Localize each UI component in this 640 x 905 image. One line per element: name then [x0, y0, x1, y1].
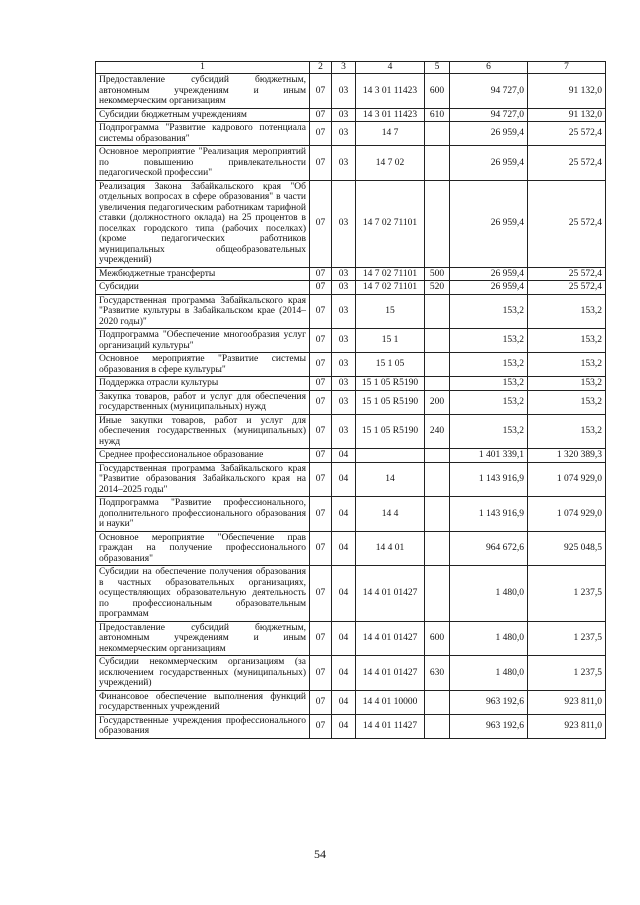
row-subsection: 03 — [332, 122, 356, 146]
table-row — [96, 462, 606, 497]
table-row — [96, 414, 606, 449]
row-expense-type: 630 — [425, 656, 450, 691]
row-subsection: 03 — [332, 281, 356, 295]
header-row — [96, 62, 606, 74]
row-expense-type — [425, 531, 450, 566]
row-subsection: 03 — [332, 294, 356, 329]
row-amount-col7: 153,2 — [528, 353, 606, 377]
row-name: Иные закупки товаров, работ и услуг для обеспечения государственных (муниципальных) нужд — [96, 414, 310, 449]
row-target-article: 14 4 01 01427 — [356, 656, 425, 691]
row-name: Субсидии на обеспечение получения образования в частных образовательных организациях, осуществляющих образовательную деятельность по профессиональным образовательным программам — [96, 566, 310, 622]
row-amount-col6: 153,2 — [450, 353, 528, 377]
row-name: Субсидии некоммерческим организациям (за исключением государственных (муниципальных) учреждений) — [96, 656, 310, 691]
row-amount-col7: 1 237,5 — [528, 656, 606, 691]
table-row — [96, 294, 606, 329]
row-target-article: 14 7 02 71101 — [356, 180, 425, 267]
row-section: 07 — [310, 690, 332, 714]
row-name: Субсидии — [96, 281, 310, 295]
row-amount-col6: 1 480,0 — [450, 656, 528, 691]
row-section: 07 — [310, 497, 332, 532]
row-amount-col6: 964 672,6 — [450, 531, 528, 566]
row-amount-col7: 923 811,0 — [528, 690, 606, 714]
row-target-article: 14 7 — [356, 122, 425, 146]
row-expense-type: 240 — [425, 414, 450, 449]
row-amount-col7: 25 572,4 — [528, 281, 606, 295]
row-expense-type: 600 — [425, 74, 450, 109]
row-amount-col6: 153,2 — [450, 329, 528, 353]
row-target-article: 14 3 01 11423 — [356, 74, 425, 109]
row-subsection: 03 — [332, 353, 356, 377]
row-target-article: 14 4 — [356, 497, 425, 532]
table-row — [96, 108, 606, 122]
row-subsection: 03 — [332, 390, 356, 414]
row-name: Государственная программа Забайкальского края "Развитие образования Забайкальского края на 2014–2025 годы" — [96, 462, 310, 497]
row-name: Субсидии бюджетным учреждениям — [96, 108, 310, 122]
row-subsection: 04 — [332, 690, 356, 714]
budget-table — [95, 61, 606, 739]
table-row — [96, 656, 606, 691]
row-name: Основное мероприятие "Реализация мероприятий по повышению привлекательности педагогической профессии" — [96, 146, 310, 181]
table-row — [96, 714, 606, 738]
table-row — [96, 146, 606, 181]
row-target-article — [356, 449, 425, 463]
row-section: 07 — [310, 267, 332, 281]
header-col-4: 4 — [356, 62, 425, 74]
row-subsection: 04 — [332, 566, 356, 622]
row-amount-col6: 26 959,4 — [450, 180, 528, 267]
row-name: Финансовое обеспечение выполнения функций государственных учреждений — [96, 690, 310, 714]
row-amount-col6: 963 192,6 — [450, 714, 528, 738]
row-amount-col7: 91 132,0 — [528, 74, 606, 109]
row-amount-col7: 1 074 929,0 — [528, 497, 606, 532]
row-amount-col7: 1 237,5 — [528, 566, 606, 622]
row-amount-col7: 1 237,5 — [528, 621, 606, 656]
row-subsection: 03 — [332, 377, 356, 391]
row-subsection: 03 — [332, 74, 356, 109]
row-target-article: 15 1 05 R5190 — [356, 414, 425, 449]
table-row — [96, 621, 606, 656]
row-amount-col7: 25 572,4 — [528, 180, 606, 267]
row-subsection: 04 — [332, 449, 356, 463]
header-col-1: 1 — [96, 62, 310, 74]
table-row — [96, 690, 606, 714]
row-target-article: 15 1 — [356, 329, 425, 353]
row-section: 07 — [310, 294, 332, 329]
row-name: Государственные учреждения профессионального образования — [96, 714, 310, 738]
row-target-article: 15 — [356, 294, 425, 329]
row-expense-type — [425, 690, 450, 714]
row-expense-type — [425, 122, 450, 146]
row-section: 07 — [310, 329, 332, 353]
row-amount-col7: 153,2 — [528, 390, 606, 414]
row-amount-col6: 26 959,4 — [450, 146, 528, 181]
table-row — [96, 531, 606, 566]
row-target-article: 14 3 01 11423 — [356, 108, 425, 122]
row-expense-type — [425, 353, 450, 377]
row-name: Реализация Закона Забайкальского края "Об отдельных вопросах в сфере образования" в части увеличения педагогическим работникам тарифной ставки (должностного оклада) на 25 процентов в поселках городского типа (рабочих поселках) (кроме педагогических работников муниципальных общеобразовательных учреждений) — [96, 180, 310, 267]
row-amount-col6: 1 143 916,9 — [450, 497, 528, 532]
row-target-article: 14 4 01 01427 — [356, 566, 425, 622]
header-col-7: 7 — [528, 62, 606, 74]
row-subsection: 04 — [332, 714, 356, 738]
row-amount-col7: 153,2 — [528, 377, 606, 391]
row-subsection: 04 — [332, 656, 356, 691]
row-target-article: 15 1 05 R5190 — [356, 377, 425, 391]
table-row — [96, 281, 606, 295]
row-amount-col7: 153,2 — [528, 294, 606, 329]
row-amount-col7: 153,2 — [528, 414, 606, 449]
row-target-article: 14 4 01 10000 — [356, 690, 425, 714]
row-amount-col6: 153,2 — [450, 390, 528, 414]
row-amount-col6: 26 959,4 — [450, 122, 528, 146]
row-section: 07 — [310, 74, 332, 109]
table-row — [96, 566, 606, 622]
row-target-article: 14 4 01 — [356, 531, 425, 566]
row-amount-col6: 1 401 339,1 — [450, 449, 528, 463]
row-amount-col6: 1 480,0 — [450, 566, 528, 622]
row-section: 07 — [310, 281, 332, 295]
table-row — [96, 180, 606, 267]
row-section: 07 — [310, 566, 332, 622]
row-amount-col7: 25 572,4 — [528, 267, 606, 281]
row-name: Подпрограмма "Обеспечение многообразия услуг организаций культуры" — [96, 329, 310, 353]
row-name: Закупка товаров, работ и услуг для обеспечения государственных (муниципальных) нужд — [96, 390, 310, 414]
row-expense-type — [425, 294, 450, 329]
row-section: 07 — [310, 377, 332, 391]
table-row — [96, 497, 606, 532]
row-amount-col7: 923 811,0 — [528, 714, 606, 738]
row-subsection: 03 — [332, 414, 356, 449]
table-row — [96, 74, 606, 109]
row-subsection: 03 — [332, 267, 356, 281]
row-amount-col6: 153,2 — [450, 294, 528, 329]
row-amount-col6: 26 959,4 — [450, 267, 528, 281]
row-expense-type — [425, 566, 450, 622]
table-row — [96, 377, 606, 391]
row-section: 07 — [310, 656, 332, 691]
row-subsection: 04 — [332, 621, 356, 656]
row-expense-type: 200 — [425, 390, 450, 414]
row-amount-col6: 153,2 — [450, 377, 528, 391]
row-subsection: 04 — [332, 462, 356, 497]
row-section: 07 — [310, 462, 332, 497]
row-section: 07 — [310, 449, 332, 463]
header-col-2: 2 — [310, 62, 332, 74]
row-amount-col6: 1 480,0 — [450, 621, 528, 656]
row-name: Государственная программа Забайкальского края "Развитие культуры в Забайкальском крае (2014–2020 годы)" — [96, 294, 310, 329]
table-row — [96, 449, 606, 463]
row-amount-col7: 925 048,5 — [528, 531, 606, 566]
row-target-article: 14 — [356, 462, 425, 497]
header-col-3: 3 — [332, 62, 356, 74]
row-expense-type — [425, 449, 450, 463]
row-expense-type — [425, 497, 450, 532]
row-name: Подпрограмма "Развитие кадрового потенциала системы образования" — [96, 122, 310, 146]
row-section: 07 — [310, 122, 332, 146]
table-row — [96, 390, 606, 414]
row-expense-type: 520 — [425, 281, 450, 295]
row-section: 07 — [310, 353, 332, 377]
row-section: 07 — [310, 146, 332, 181]
row-section: 07 — [310, 180, 332, 267]
row-subsection: 04 — [332, 497, 356, 532]
row-target-article: 15 1 05 — [356, 353, 425, 377]
row-section: 07 — [310, 531, 332, 566]
row-amount-col6: 963 192,6 — [450, 690, 528, 714]
row-subsection: 03 — [332, 146, 356, 181]
row-expense-type — [425, 329, 450, 353]
row-expense-type — [425, 146, 450, 181]
row-section: 07 — [310, 621, 332, 656]
row-amount-col6: 153,2 — [450, 414, 528, 449]
row-section: 07 — [310, 108, 332, 122]
row-expense-type: 600 — [425, 621, 450, 656]
row-name: Предоставление субсидий бюджетным, автономным учреждениям и иным некоммерческим организациям — [96, 621, 310, 656]
header-col-6: 6 — [450, 62, 528, 74]
page-number: 54 — [314, 847, 326, 861]
row-amount-col7: 25 572,4 — [528, 122, 606, 146]
row-subsection: 03 — [332, 180, 356, 267]
row-subsection: 03 — [332, 108, 356, 122]
table-row — [96, 122, 606, 146]
row-name: Межбюджетные трансферты — [96, 267, 310, 281]
row-expense-type — [425, 462, 450, 497]
row-amount-col6: 94 727,0 — [450, 74, 528, 109]
row-target-article: 14 4 01 01427 — [356, 621, 425, 656]
row-amount-col7: 25 572,4 — [528, 146, 606, 181]
row-amount-col7: 91 132,0 — [528, 108, 606, 122]
header-col-5: 5 — [425, 62, 450, 74]
row-target-article: 15 1 05 R5190 — [356, 390, 425, 414]
row-amount-col6: 26 959,4 — [450, 281, 528, 295]
row-target-article: 14 7 02 — [356, 146, 425, 181]
table-row — [96, 329, 606, 353]
row-target-article: 14 7 02 71101 — [356, 281, 425, 295]
row-subsection: 04 — [332, 531, 356, 566]
row-subsection: 03 — [332, 329, 356, 353]
row-amount-col7: 153,2 — [528, 329, 606, 353]
row-section: 07 — [310, 390, 332, 414]
row-amount-col6: 94 727,0 — [450, 108, 528, 122]
row-expense-type: 610 — [425, 108, 450, 122]
row-amount-col6: 1 143 916,9 — [450, 462, 528, 497]
row-expense-type — [425, 377, 450, 391]
row-expense-type — [425, 714, 450, 738]
row-target-article: 14 7 02 71101 — [356, 267, 425, 281]
row-name: Поддержка отрасли культуры — [96, 377, 310, 391]
row-section: 07 — [310, 714, 332, 738]
row-name: Основное мероприятие "Развитие системы образования в сфере культуры" — [96, 353, 310, 377]
row-section: 07 — [310, 414, 332, 449]
row-amount-col7: 1 074 929,0 — [528, 462, 606, 497]
row-amount-col7: 1 320 389,3 — [528, 449, 606, 463]
row-expense-type — [425, 180, 450, 267]
table-row — [96, 353, 606, 377]
row-name: Основное мероприятие "Обеспечение прав граждан на получение профессионального образования" — [96, 531, 310, 566]
row-target-article: 14 4 01 11427 — [356, 714, 425, 738]
row-name: Предоставление субсидий бюджетным, автономным учреждениям и иным некоммерческим организациям — [96, 74, 310, 109]
table-row — [96, 267, 606, 281]
row-name: Подпрограмма "Развитие профессионального, дополнительного профессионального образования и науки" — [96, 497, 310, 532]
row-name: Среднее профессиональное образование — [96, 449, 310, 463]
row-expense-type: 500 — [425, 267, 450, 281]
